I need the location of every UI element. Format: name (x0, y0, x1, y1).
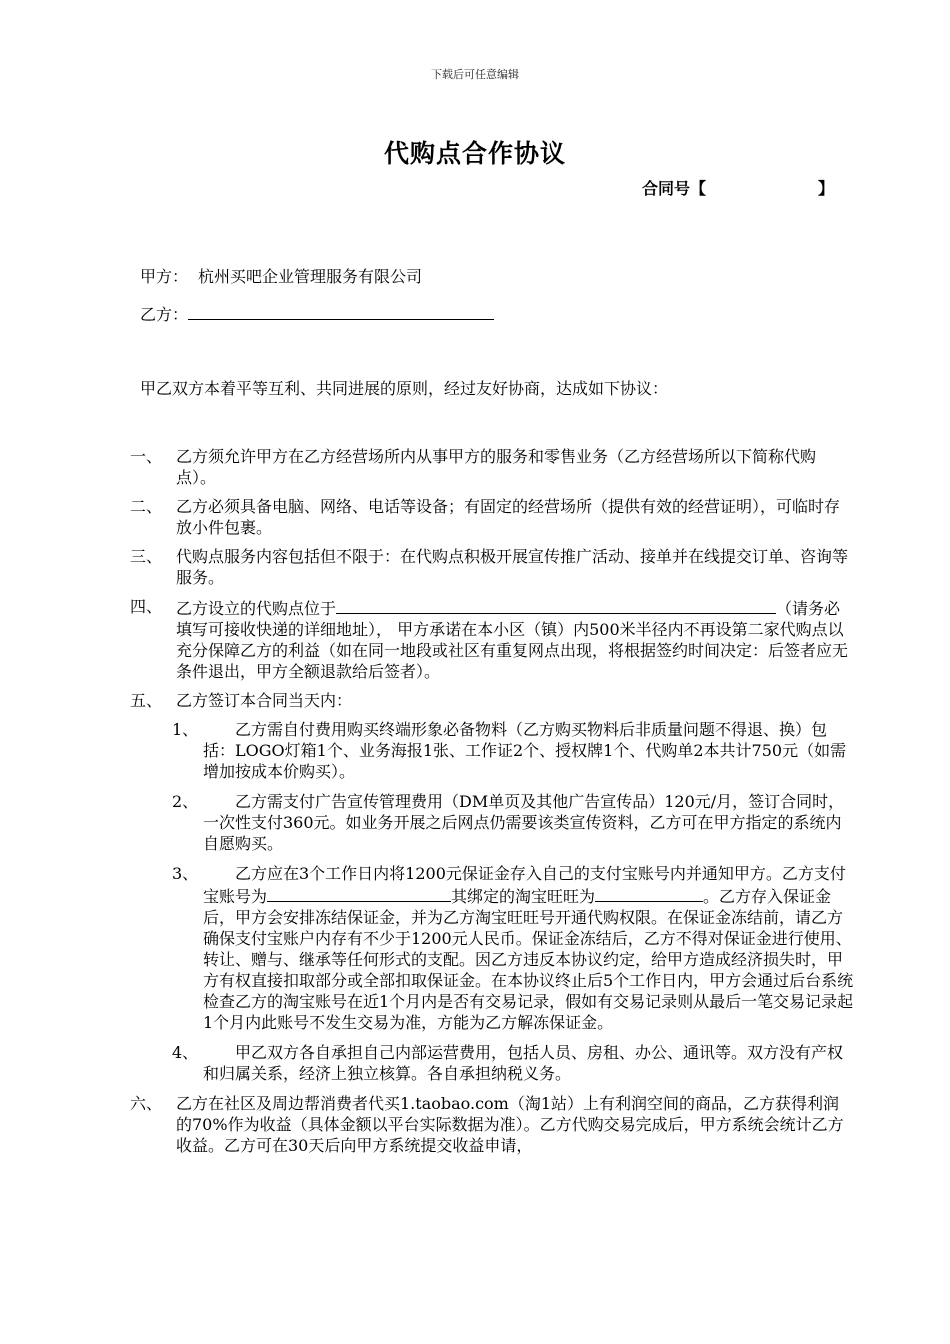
party-b-label: 乙方： (140, 305, 189, 324)
intro-paragraph: 甲乙双方本着平等互利、共同进展的原则，经过友好协商，达成如下协议： (140, 379, 669, 398)
sub-clause-4 (0, 1042, 855, 1084)
contract-number-close: 】 (818, 179, 835, 198)
clause-number: 二、 (130, 497, 163, 516)
sub-clause-2 (0, 791, 855, 854)
contract-number (642, 176, 834, 199)
clause-text: 乙方签订本合同当天内： (176, 690, 353, 710)
sub-clause-number: 3、 (172, 863, 199, 883)
sub-clause-number: 1、 (172, 719, 199, 739)
wangwang-blank (595, 884, 703, 902)
header-note: 下载后可任意编辑 (431, 68, 519, 81)
sub-clause-text: 乙方需支付广告宣传管理费用（DM单页及其他广告宣传品）120元/月，签订合同时，一次性支付360元。如业务开展之后网点仍需要该类宣传资料，乙方可在甲方指定的系统内自愿购买。 (203, 791, 845, 853)
party-b-blank (188, 302, 494, 320)
clause-4 (0, 596, 852, 682)
document-title: 代购点合作协议 (383, 139, 566, 168)
clause-2 (0, 496, 852, 538)
clause-number: 五、 (130, 690, 163, 710)
sub-clause-number: 4、 (172, 1042, 199, 1062)
sub-clause-text: 甲乙双方各自承担自己内部运营费用，包括人员、房租、办公、通讯等。双方没有产权和归属关系，经济上独立核算。各自承担纳税义务。 (203, 1042, 844, 1083)
clause-number: 四、 (130, 597, 163, 616)
clauses (0, 446, 950, 1164)
sub-clause-text: 。乙方存入保证金后，甲方会安排冻结保证金，并为乙方淘宝旺旺号开通代购权限。在保证金冻结前，请乙方确保支付宝账户内存有不少于1200元人民币。保证金冻结后，乙方不得对保证金进行使用、转让、赠与、继承等任何形式的支配。因乙方违反本协议约定，给甲方造成经济损失时，甲方有权直接扣取部分或全部扣取保证金。在本协议终止后5个工作日内，甲方会通过后台系统检查乙方的淘宝账号在近1个月内是否有交易记录，假如有交易记录则从最后一笔交易记录起1个月内此账号不发生交易为准，方能为乙方解冻保证金。 (203, 886, 854, 1032)
clause-number: 一、 (130, 447, 163, 466)
sub-clause-number: 2、 (172, 791, 199, 811)
clause-text: 代购点服务内容包括但不限于：在代购点积极开展宣传推广活动、接单并在线提交订单、咨询等服务。 (176, 547, 849, 587)
contract-number-label: 合同号【 (642, 179, 707, 198)
party-b (140, 302, 494, 325)
sub-clause-1 (0, 719, 855, 782)
clause-6 (0, 1093, 852, 1156)
clause-number: 六、 (130, 1093, 163, 1113)
clause-number: 三、 (130, 547, 163, 566)
alipay-account-blank (267, 884, 451, 902)
clause-text: 乙方在社区及周边帮消费者代买1.taobao.com（淘1站）上有利润空间的商品，乙方获得利润的70%作为收益（具体金额以平台实际数据为准）。乙方代购交易完成后，甲方系统会统计乙方收益。乙方可在30天后向甲方系统提交收益申请， (176, 1093, 844, 1155)
clause-text: 乙方设立的代购点位于 (176, 598, 337, 618)
sub-clause-text: 乙方应在3个工作日内将1200元保证金存入自己的支付宝账号内并通知甲方。乙方支付宝账号为 (203, 863, 846, 906)
address-blank (336, 596, 776, 614)
party-a-label: 甲方： (140, 267, 189, 286)
clause-5 (0, 690, 852, 711)
clause-text: 乙方须允许甲方在乙方经营场所内从事甲方的服务和零售业务（乙方经营场所以下简称代购点）。 (176, 447, 817, 487)
party-a (140, 264, 422, 287)
sub-clause-text: 其绑定的淘宝旺旺为 (451, 886, 596, 906)
clause-3 (0, 546, 852, 588)
clause-text: 乙方必须具备电脑、网络、电话等设备；有固定的经营场所（提供有效的经营证明），可临时存放小件包裹。 (176, 497, 841, 537)
clause-text: （请务必填写可接收快递的详细地址）， 甲方承诺在本小区（镇）内500米半径内不再设第二家代购点以充分保障乙方的利益（如在同一地段或社区有重复网点出现，将根据签约时间决定：后签者应无条件退出，甲方全额退款给后签者）。 (176, 598, 849, 681)
sub-clause-3 (0, 863, 855, 1033)
sub-clause-text: 乙方需自付费用购买终端形象必备物料（乙方购买物料后非质量问题不得退、换）包括：LOGO灯箱1个、业务海报1张、工作证2个、授权牌1个、代购单2本共计750元（如需增加按成本价购买）。 (203, 719, 847, 781)
party-a-value: 杭州买吧企业管理服务有限公司 (198, 267, 423, 286)
clause-1 (0, 446, 852, 488)
